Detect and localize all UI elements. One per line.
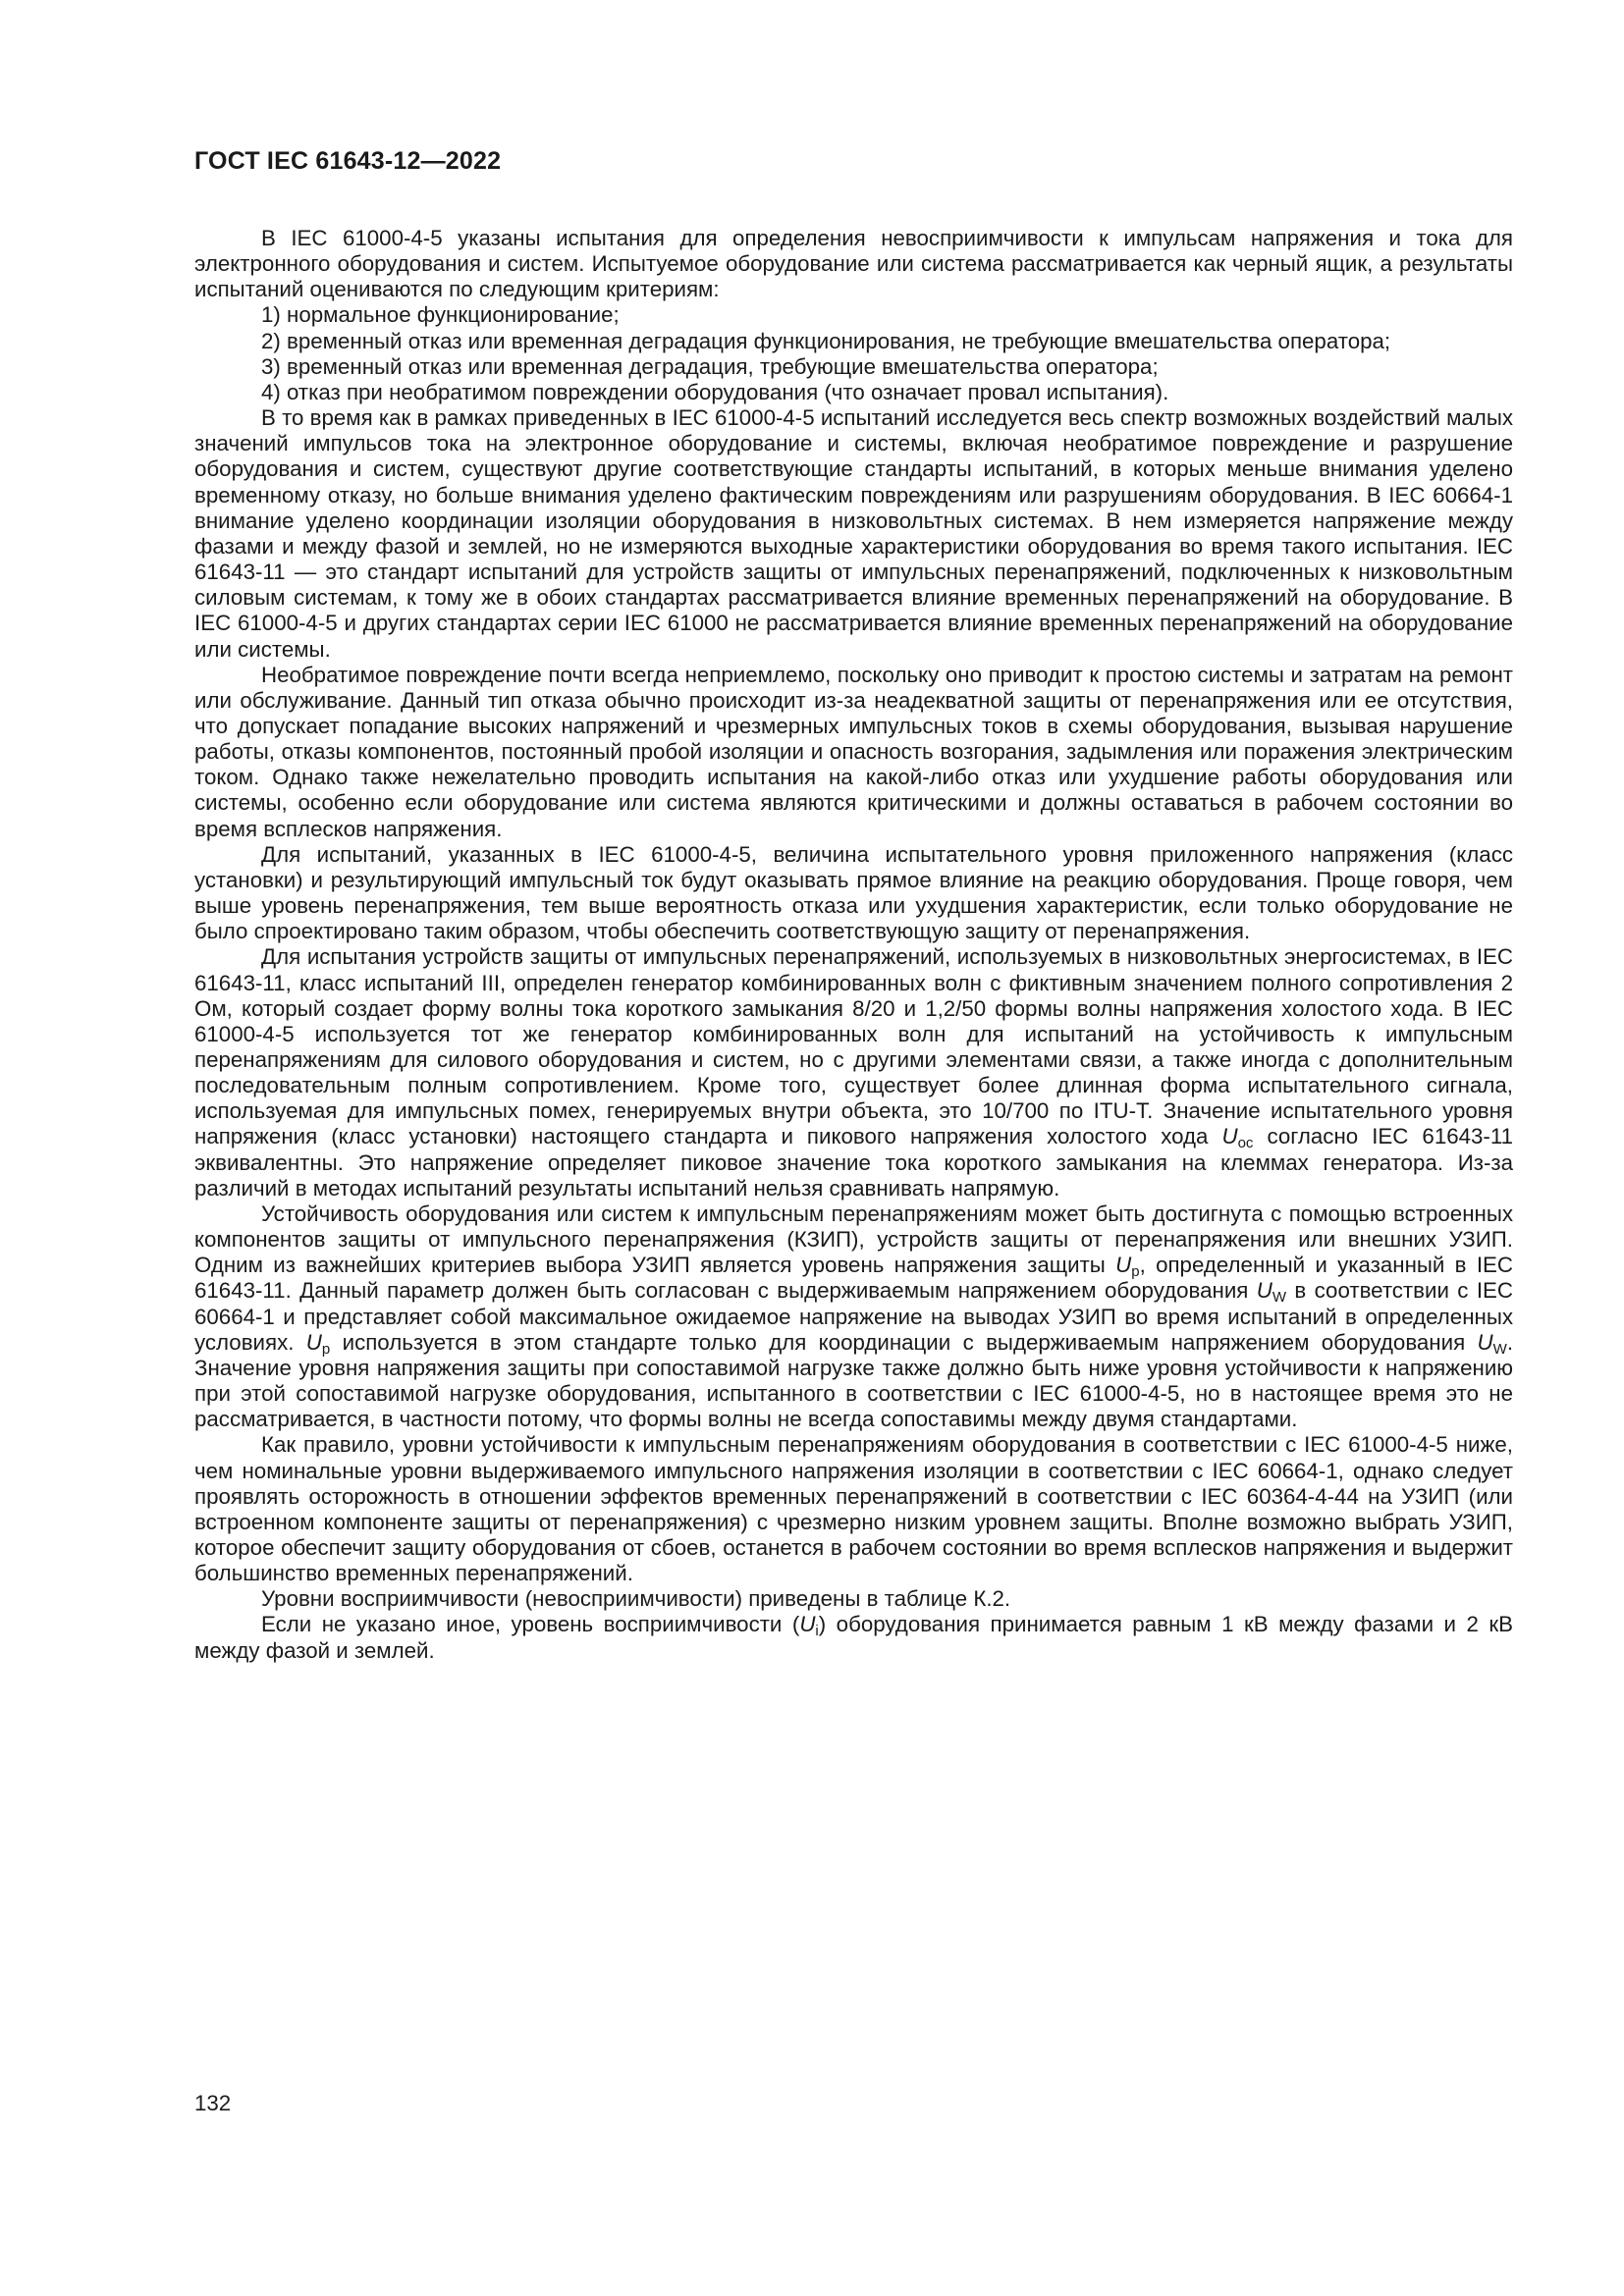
- paragraph-irreversible-damage: Необратимое повреждение почти всегда неприемлемо, поскольку оно приводит к простою системы и затратам на ремонт или обслуживание. Данный тип отказа обычно происходит из-за неадекватной защиты от перенапряжения или ее отсутствия, что допускает попадание высоких напряжений и чрезмерных импульсных токов в схемы оборудования, вызывая нарушение работы, отказы компонентов, постоянный пробой изоляции и опасность возгорания, задымления или поражения электрическим током. Однако также нежелательно проводить испытания на какой-либо отказ или ухудшение работы оборудования или системы, особенно если оборудование или система являются критическими и должны оставаться в рабочем состоянии во время всплесков напряжения.: [194, 662, 1513, 841]
- subscript-i: i: [815, 1623, 819, 1640]
- subscript-w: W: [1272, 1289, 1287, 1307]
- subscript-p: p: [1131, 1263, 1140, 1281]
- paragraph-test-standards: В то время как в рамках приведенных в IEC 61000-4-5 испытаний исследуется весь спектр возможных воздействий малых значений импульсов тока на электронное оборудование и системы, включая необратимое повреждение и разрушение оборудования и систем, существуют другие соответствующие стандарты испытаний, в которых меньше внимания уделено временному отказу, но больше внимания уделено фактическим повреждениям или разрушениям оборудования. В IEC 60664-1 внимание уделено координации изоляции оборудования в низковольтных системах. В нем измеряется напряжение между фазами и между фазой и землей, но не измеряются выходные характеристики оборудования во время такого испытания. IEC 61643-11 — это стандарт испытаний для устройств защиты от импульсных перенапряжений, подключенных к низковольтным силовым системам, к тому же в обоих стандартах рассматривается влияние временных перенапряжений на оборудование. В IEC 61000-4-5 и других стандартах серии IEC 61000 не рассматривается влияние временных перенапряжений на оборудование или системы.: [194, 405, 1513, 662]
- paragraph-test-level: Для испытаний, указанных в IEC 61000-4-5, величина испытательного уровня приложенного напряжения (класс установки) и результирующий импульсный ток будут оказывать прямое влияние на реакцию оборудования. Проще говоря, чем выше уровень перенапряжения, тем выше вероятность отказа или ухудшения характеристик, если только оборудование не было спроектировано таким образом, чтобы обеспечить соответствующую защиту от перенапряжения.: [194, 841, 1513, 944]
- subscript-p: p: [321, 1340, 331, 1358]
- text-run: Если не указано иное, уровень восприимчивости (: [261, 1612, 800, 1637]
- list-item-criterion-3: 3) временный отказ или временная деградация, требующие вмешательства оператора;: [261, 353, 1159, 379]
- subscript-oc: oc: [1237, 1135, 1254, 1152]
- list-item-criterion-1: 1) нормальное функционирование;: [261, 302, 620, 328]
- symbol-u: U: [305, 1329, 322, 1355]
- paragraph-surge-immunity: [194, 1201, 1513, 1432]
- list-item-criterion-4: 4) отказ при необратимом повреждении оборудования (что означает провал испытания).: [261, 379, 1169, 404]
- paragraph-immunity-levels: Как правило, уровни устойчивости к импульсным перенапряжениям оборудования в соответствии с IEC 61000-4-5 ниже, чем номинальные уровни выдерживаемого импульсного напряжения изоляции в соответствии с IEC 60664-1, однако следует проявлять осторожность в отношении эффектов временных перенапряжений в соответствии с IEC 60364-4-44 на УЗИП (или встроенном компоненте защиты от перенапряжения) с чрезмерно низким уровнем защиты. Вполне возможно выбрать УЗИП, которое обеспечит защиту оборудования от сбоев, останется в рабочем состоянии во время всплесков напряжения и выдержит большинство временных перенапряжений.: [194, 1432, 1513, 1586]
- paragraph-susceptibility-default: [194, 1612, 1513, 1663]
- text-run: Устойчивость оборудования или систем к импульсным перенапряжениям может быть достигнута с помощью встроенных компонентов защиты от импульсного перенапряжения (КЗИП), устройств защиты от перенапряжения или внешних УЗИП. Одним из важнейших критериев выбора УЗИП является уровень напряжения защиты: [194, 1201, 1513, 1278]
- text-run: согласно IEC 61643-11 эквивалентны. Это напряжение определяет пиковое значение тока короткого замыкания на клеммах генератора. Из-за различий в методах испытаний результаты испытаний нельзя сравнивать напрямую.: [194, 1124, 1513, 1201]
- paragraph-combination-wave: [194, 944, 1513, 1201]
- symbol-u: U: [799, 1612, 816, 1637]
- text-run: , определенный и указанный в IEC 61643-11. Данный параметр должен быть согласован с выдерживаемым напряжением оборудования: [194, 1253, 1513, 1304]
- page-number: 132: [194, 2091, 232, 2115]
- subscript-w: W: [1492, 1340, 1507, 1358]
- text-run: используется в этом стандарте только для координации с выдерживаемым напряжением оборудования: [330, 1329, 1478, 1355]
- standard-designation: ГОСТ IEC 61643-12—2022: [194, 147, 502, 175]
- text-run: в соответствии с IEC 60664-1 и представляет собой максимальное ожидаемое напряжение на выводах УЗИП во время испытаний в определенных условиях.: [194, 1278, 1513, 1355]
- text-run: ) оборудования принимается равным 1 кВ между фазами и 2 кВ между фазой и землей.: [194, 1612, 1513, 1663]
- symbol-u: U: [1256, 1278, 1272, 1304]
- symbol-u: U: [1115, 1253, 1132, 1278]
- text-run: Для испытания устройств защиты от импульсных перенапряжений, используемых в низковольтных энергосистемах, в IEC 61643-11, класс испытаний III, определен генератор комбинированных волн с фиктивным значением полного сопротивления 2 Ом, который создает форму волны тока короткого замыкания 8/20 и 1,2/50 формы волны напряжения холостого хода. В IEC 61000-4-5 используется тот же генератор комбинированных волн для испытаний на устойчивость к импульсным перенапряжениям для силового оборудования и систем, но с другими элементами связи, а также иногда с дополнительным последовательным полным сопротивлением. Кроме того, существует более длинная форма испытательного сигнала, используемая для импульсных помех, генерируемых внутри объекта, это 10/700 по ITU-T. Значение испытательного уровня напряжения (класс установки) настоящего стандарта и пикового напряжения холостого хода: [194, 944, 1513, 1149]
- text-run: . Значение уровня напряжения защиты при сопоставимой нагрузке также должно быть ниже уровня устойчивости к напряжению при этой сопоставимой нагрузке оборудования, испытанного в соответствии с IEC 61000-4-5, но в настоящее время это не рассматривается, в частности потому, что формы волны не всегда сопоставимы между двумя стандартами.: [194, 1329, 1514, 1432]
- paragraph-intro: В IEC 61000-4-5 указаны испытания для определения невосприимчивости к импульсам напряжения и тока для электронного оборудования и систем. Испытуемое оборудование или система рассматривается как черный ящик, а результаты испытаний оцениваются по следующим критериям:: [194, 226, 1513, 302]
- document-body: [194, 226, 1513, 1664]
- symbol-u: U: [1221, 1124, 1238, 1149]
- symbol-u: U: [1477, 1329, 1493, 1355]
- list-item-criterion-2: 2) временный отказ или временная деградация функционирования, не требующие вмешательства оператора;: [261, 328, 1391, 353]
- paragraph-table-reference: Уровни восприимчивости (невосприимчивости) приведены в таблице К.2.: [261, 1586, 1011, 1612]
